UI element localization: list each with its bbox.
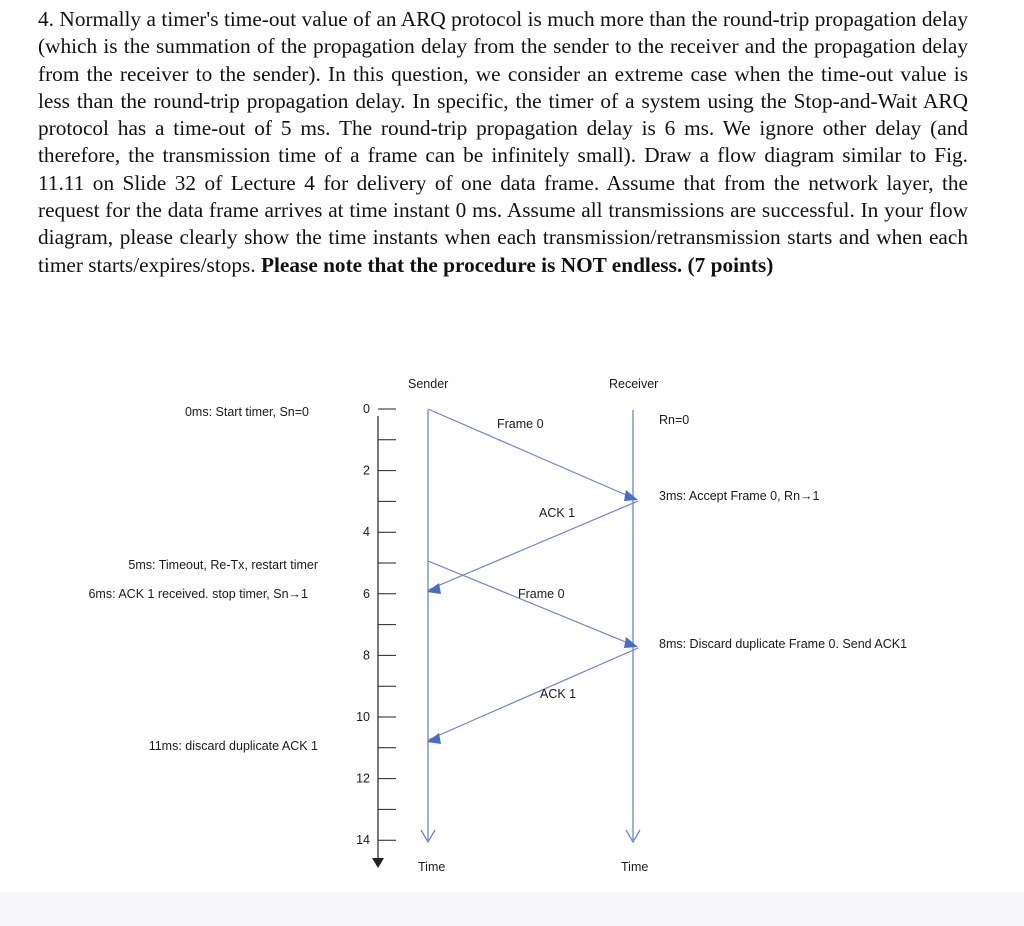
message-line <box>428 501 638 590</box>
sender-note-timeout: 5ms: Timeout, Re-Tx, restart timer <box>128 558 318 572</box>
receiver-note-accept: 3ms: Accept Frame 0, Rn→1 <box>659 489 820 503</box>
axis-tick-label: 6 <box>363 586 370 601</box>
time-axis-arrowhead <box>372 858 384 868</box>
axis-tick-label: 12 <box>356 771 370 786</box>
axis-tick-label: 0 <box>363 402 370 416</box>
sender-header: Sender <box>408 377 449 391</box>
axis-tick-label: 14 <box>356 833 370 848</box>
sender-note-ack-received: 6ms: ACK 1 received. stop timer, Sn→1 <box>88 587 308 601</box>
bottom-bar <box>0 892 1024 926</box>
axis-tick-label: 4 <box>363 525 370 540</box>
message-label: ACK 1 <box>540 687 577 701</box>
receiver-header: Receiver <box>609 377 659 391</box>
message-ack-1-duplicate <box>427 648 638 744</box>
message-frame-0-retransmit <box>428 561 638 648</box>
message-arrowhead <box>624 637 638 648</box>
message-frame-0 <box>428 409 638 501</box>
axis-tick-label: 8 <box>363 648 370 663</box>
axis-tick-label: 2 <box>363 463 370 478</box>
question-emphasis: Please note that the procedure is NOT endless. <box>261 252 683 277</box>
question-body: 4. Normally a timer's time-out value of an ARQ protocol is much more than the round-trip propagation delay (which is the summation of the propagation delay from the sender to the receiver and the propagation delay from the receiver to the sender). In this question, we consider an extreme case when the time-out value is less than the round-trip propagation delay. In specific, the timer of a system using the Stop-and-Wait ARQ protocol has a time-out of 5 ms. The round-trip propagation delay is 6 ms. We ignore other delay (and therefore, the transmission time of a frame can be infinitely small). Draw a flow diagram similar to Fig. 11.11 on Slide 32 of Lecture 4 for delivery of one data frame. Assume that from the network layer, the request for the data frame arrives at time instant 0 ms. Assume all transmissions are successful. In your flow diagram, please clearly show the time instants when each transmission/retransmission starts and when each timer starts/expires/stops. <box>38 7 968 277</box>
sender-note-start-timer: 0ms: Start timer, Sn=0 <box>184 405 309 419</box>
receiver-time-label: Time <box>621 860 649 874</box>
receiver-note-rn: Rn=0 <box>659 413 690 427</box>
question-points: (7 points) <box>687 252 774 277</box>
message-ack-1 <box>427 501 638 594</box>
sender-note-discard-ack: 11ms: discard duplicate ACK 1 <box>148 739 318 753</box>
sender-time-label: Time <box>418 860 446 874</box>
message-line <box>428 648 638 740</box>
message-label: Frame 0 <box>518 587 565 601</box>
message-label: ACK 1 <box>539 506 576 520</box>
message-arrowhead <box>624 490 638 501</box>
axis-ticks <box>356 402 396 847</box>
message-arrowhead <box>427 733 441 744</box>
message-arrowhead <box>427 583 441 594</box>
message-line <box>428 561 633 645</box>
message-label: Frame 0 <box>497 417 544 431</box>
receiver-note-discard: 8ms: Discard duplicate Frame 0. Send ACK1 <box>659 637 908 651</box>
axis-tick-label: 10 <box>356 710 370 724</box>
